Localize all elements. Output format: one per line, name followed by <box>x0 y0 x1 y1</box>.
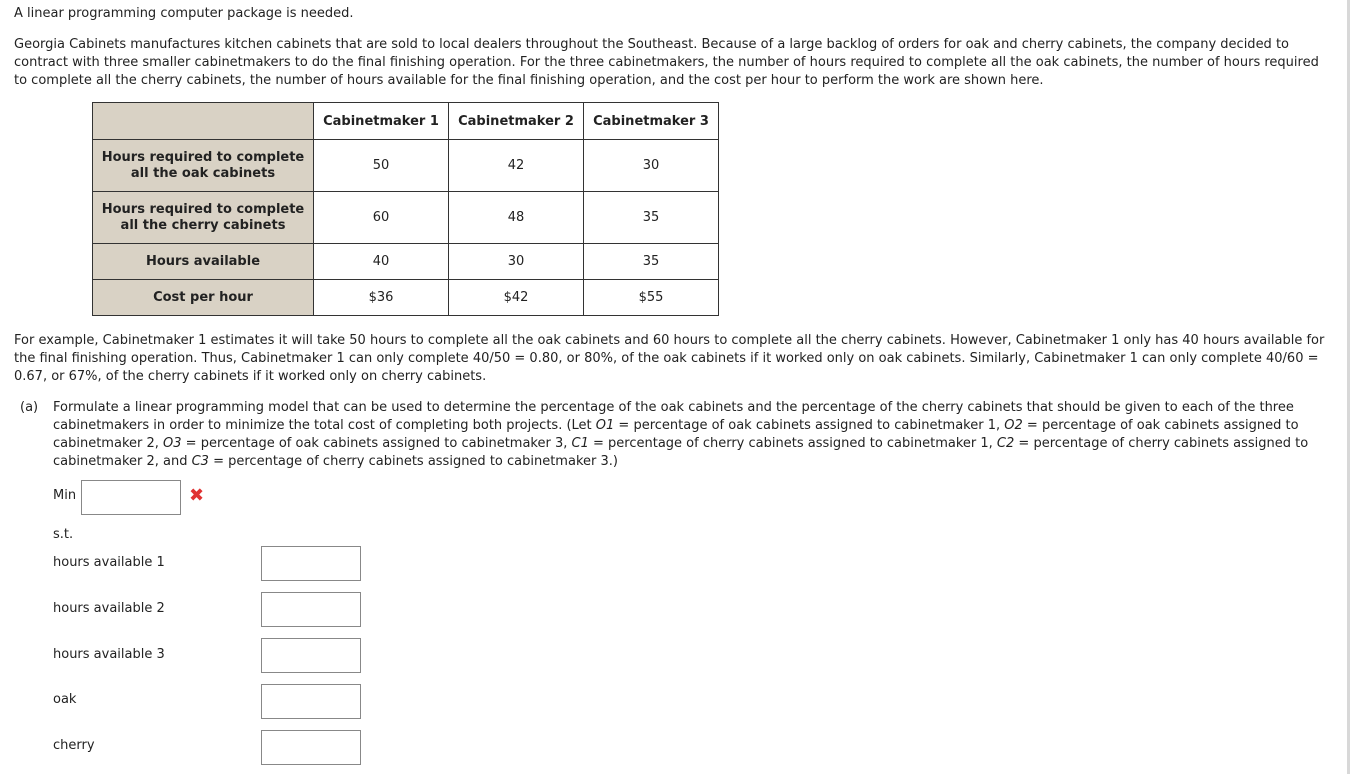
variable-c1: C1 <box>571 436 589 451</box>
constraint-label-oak: oak <box>53 692 77 707</box>
row-header-hours-available: Hours available <box>93 244 314 280</box>
table-cell: 40 <box>314 244 449 280</box>
constraint-label-hours-available-2: hours available 2 <box>53 601 165 616</box>
row-header-line: all the oak cabinets <box>130 165 276 181</box>
table-row <box>93 280 719 316</box>
column-header-cabinetmaker-3: Cabinetmaker 3 <box>584 103 719 140</box>
part-a-text <box>53 399 1333 471</box>
part-a-text-segment: = percentage of cherry cabinets assigned to cabinetmaker 2, and <box>53 436 1309 469</box>
row-header-line: Hours required to complete <box>101 149 305 165</box>
variable-c2: C2 <box>996 436 1015 451</box>
part-a-text-segment: Formulate a linear programming model that can be used to determine the percentage of the oak cabinets and the percentage of the cherry cabinets that should be given to each of the three cabinetmakers in order to minimize the total cost of completing both projects. (Let <box>53 400 1294 433</box>
example-text: For example, Cabinetmaker 1 estimates it will take 50 hours to complete all the oak cabinets and 60 hours to complete all the cherry cabinets. However, Cabinetmaker 1 only has 40 hours available for the final finishing operation. Thus, Cabinetmaker 1 can only complete 40/50 = 0.80, or 80%, of the oak cabinets if it worked only on oak cabinets. Similarly, Cabinetmaker 1 can only complete 40/60 = 0.67, or 67%, of the cherry cabinets if it worked only on cherry cabinets. <box>14 333 1325 384</box>
variable-c3: C3 <box>191 454 209 469</box>
part-a-text-segment: = percentage of cherry cabinets assigned to cabinetmaker 3.) <box>208 454 618 469</box>
table-cell: 35 <box>584 192 719 244</box>
constraint-input-hours-available-3[interactable] <box>261 638 361 673</box>
part-a-text-segment: = percentage of oak cabinets assigned to cabinetmaker 2, <box>53 418 1299 451</box>
st-label: s.t. <box>53 527 74 542</box>
part-a-label: (a) <box>20 400 39 415</box>
row-header-line: Hours required to complete <box>101 201 305 217</box>
variable-o3: O3 <box>163 436 182 451</box>
constraint-input-oak[interactable] <box>261 684 361 719</box>
incorrect-icon: ✖ <box>189 485 205 506</box>
constraint-input-cherry[interactable] <box>261 730 361 765</box>
constraint-input-hours-available-1[interactable] <box>261 546 361 581</box>
table-row <box>93 140 719 192</box>
table-corner-cell <box>93 103 314 140</box>
part-a-text-segment: = percentage of cherry cabinets assigned to cabinetmaker 1, <box>588 436 997 451</box>
row-header-cost-per-hour: Cost per hour <box>93 280 314 316</box>
intro-text: A linear programming computer package is needed. <box>14 6 354 21</box>
table-cell: 60 <box>314 192 449 244</box>
variable-o2: O2 <box>1004 418 1023 433</box>
part-a-text-segment: = percentage of oak cabinets assigned to cabinetmaker 1, <box>614 418 1005 433</box>
part-a-text-segment: = percentage of oak cabinets assigned to cabinetmaker 3, <box>181 436 572 451</box>
table-cell: 35 <box>584 244 719 280</box>
row-header-line: all the cherry cabinets <box>120 217 286 233</box>
table-cell: 30 <box>584 140 719 192</box>
problem-text: Georgia Cabinets manufactures kitchen cabinets that are sold to local dealers throughout the Southeast. Because of a large backlog of orders for oak and cherry cabinets, the company decided to contract with three smaller cabinetmakers to do the final finishing operation. For the three cabinetmakers, the number of hours required to complete all the oak cabinets, the number of hours required to complete all the cherry cabinets, the number of hours available for the final finishing operation, and the cost per hour to perform the work are shown here. <box>14 37 1319 88</box>
constraint-label-cherry: cherry <box>53 738 95 753</box>
table-cell: 50 <box>314 140 449 192</box>
table-row <box>93 244 719 280</box>
column-header-cabinetmaker-1: Cabinetmaker 1 <box>314 103 449 140</box>
table-cell: 42 <box>449 140 584 192</box>
table-cell: $55 <box>584 280 719 316</box>
constraint-label-hours-available-3: hours available 3 <box>53 647 165 662</box>
row-header-cherry-hours <box>93 192 314 244</box>
min-label: Min <box>53 488 77 503</box>
table-header-row <box>93 103 719 140</box>
variable-o1: O1 <box>595 418 615 433</box>
constraint-input-hours-available-2[interactable] <box>261 592 361 627</box>
table-cell: $36 <box>314 280 449 316</box>
table-cell: $42 <box>449 280 584 316</box>
constraint-label-hours-available-1: hours available 1 <box>53 555 165 570</box>
objective-input[interactable] <box>81 480 181 515</box>
table-cell: 30 <box>449 244 584 280</box>
row-header-oak-hours <box>93 140 314 192</box>
cabinetmaker-table <box>92 102 719 316</box>
column-header-cabinetmaker-2: Cabinetmaker 2 <box>449 103 584 140</box>
table-cell: 48 <box>449 192 584 244</box>
table-row <box>93 192 719 244</box>
